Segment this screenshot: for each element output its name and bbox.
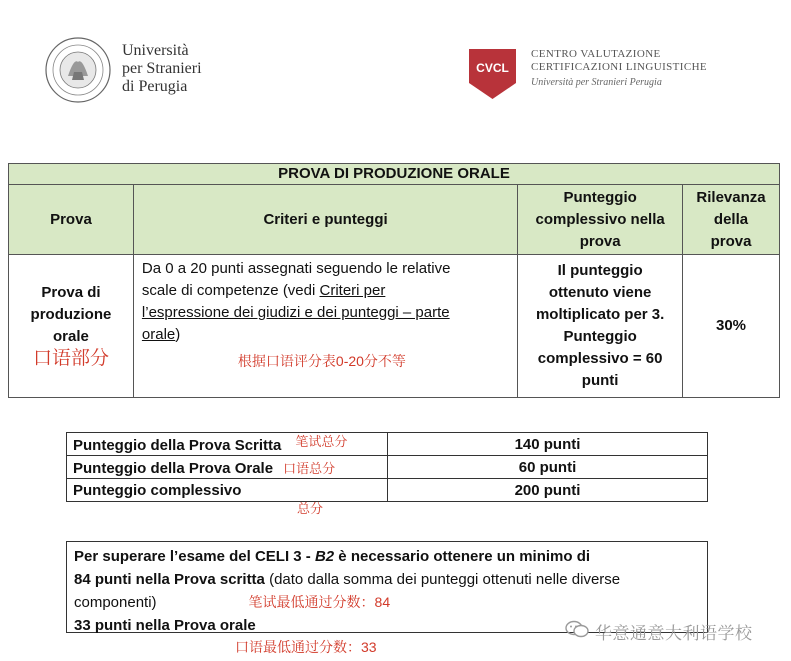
criteri-link-part1: Criteri per — [319, 282, 386, 299]
cell-prova-l1: Prova di — [41, 284, 101, 301]
header-punteggio-l1: Punteggio — [563, 188, 637, 206]
header-rilevanza-l2: della — [713, 210, 749, 228]
req-line1 — [74, 545, 700, 568]
score-value: 140 punti — [388, 433, 708, 456]
watermark-text: 华意通意大利语学校 — [595, 624, 753, 643]
cvcl-name-line2: CERTIFICAZIONI LINGUISTICHE — [531, 61, 708, 73]
req-written-cn-note: 笔试最低通过分数：84 — [248, 594, 391, 610]
cell-prova — [9, 255, 134, 398]
score-label: Punteggio complessivo — [73, 481, 242, 499]
score-label-cell — [67, 456, 388, 479]
university-name-line2: per Stranieri — [122, 60, 202, 77]
cvcl-name-line3: Università per Stranieri Perugia — [531, 77, 662, 88]
university-seal-logo — [44, 36, 112, 104]
cvcl-name — [531, 48, 707, 88]
req-line2b: (dato dalla somma dei punteggi ottenuti nelle diverse — [264, 571, 621, 588]
university-name — [122, 42, 202, 96]
header-rilevanza — [683, 185, 780, 255]
cell-punteggio-l5: complessivo = 60 — [537, 350, 663, 367]
cell-prova-l3: orale — [53, 328, 89, 345]
university-name-line3: di Perugia — [122, 78, 188, 95]
req-line3-text: componenti) — [74, 594, 157, 611]
header-punteggio-l2: complessivo nella — [535, 210, 665, 228]
wechat-icon — [565, 620, 589, 638]
req-line1c: è necessario ottenere un minimo di — [334, 548, 591, 565]
header-rilevanza-l1: Rilevanza — [696, 188, 766, 206]
header-punteggio — [518, 185, 683, 255]
score-summary-table — [66, 432, 708, 516]
cell-punteggio — [518, 255, 683, 398]
score-value: 60 punti — [388, 456, 708, 479]
score-cn-note: 口语总分 — [283, 460, 336, 476]
req-line3 — [74, 591, 700, 614]
header-prova: Prova — [9, 185, 134, 255]
table-row — [67, 479, 708, 502]
table-title: PROVA DI PRODUZIONE ORALE — [9, 164, 780, 185]
req-oral-cn-note: 口语最低通过分数：33 — [235, 639, 377, 655]
cell-criteri — [133, 255, 517, 398]
header-criteri: Criteri e punteggi — [133, 185, 517, 255]
req-written-min: 84 punti nella Prova scritta — [74, 571, 265, 588]
score-value: 200 punti — [388, 479, 708, 502]
score-label: Punteggio della Prova Orale — [73, 459, 274, 477]
table-row — [67, 456, 708, 479]
cell-punteggio-l6: punti — [581, 372, 619, 389]
score-label-cell — [67, 479, 388, 516]
header-rilevanza-l3: prova — [710, 232, 752, 250]
cell-criteri-l4 — [142, 324, 509, 346]
cell-criteri-l4b: ) — [175, 326, 181, 343]
cvcl-name-line1: CENTRO VALUTAZIONE — [531, 48, 661, 60]
header-punteggio-l3: prova — [579, 232, 621, 250]
cell-criteri-cn-note: 根据口语评分表0-20分不等 — [237, 353, 406, 369]
score-cn-note: 笔试总分 — [295, 433, 348, 449]
cvcl-badge-label: CVCL — [476, 61, 509, 75]
criteri-link-part3: orale — [141, 326, 176, 343]
cell-criteri-l2a: scale di competenze (vedi — [141, 282, 320, 299]
cvcl-logo — [465, 45, 520, 101]
score-cn-note: 总分 — [297, 501, 324, 516]
cell-rilevanza: 30% — [683, 255, 780, 398]
cell-prova-cn-note: 口语部分 — [32, 348, 109, 369]
score-label: Punteggio della Prova Scritta — [73, 436, 282, 454]
cell-punteggio-l3: moltiplicato per 3. — [535, 306, 665, 323]
cell-punteggio-l4: Punteggio — [563, 328, 637, 345]
cell-criteri-l2 — [142, 280, 509, 302]
score-label-cell — [67, 433, 388, 456]
university-name-line1: Università — [122, 42, 189, 59]
req-oral-min: 33 punti nella Prova orale — [74, 617, 256, 634]
table-row — [67, 433, 708, 456]
cell-punteggio-l1: Il punteggio — [557, 262, 643, 279]
req-level: B2 — [314, 548, 335, 565]
cell-punteggio-l2: ottenuto viene — [548, 284, 652, 301]
req-line1a: Per superare l’esame del CELI 3 - — [74, 548, 315, 565]
criteri-link-part2: l’espressione dei giudizi e dei punteggi – parte — [141, 304, 450, 321]
cell-prova-l2: produzione — [30, 306, 112, 323]
cell-criteri-l1: Da 0 a 20 punti assegnati seguendo le relative — [141, 260, 451, 277]
oral-exam-table — [8, 163, 780, 398]
req-line2 — [74, 568, 700, 591]
